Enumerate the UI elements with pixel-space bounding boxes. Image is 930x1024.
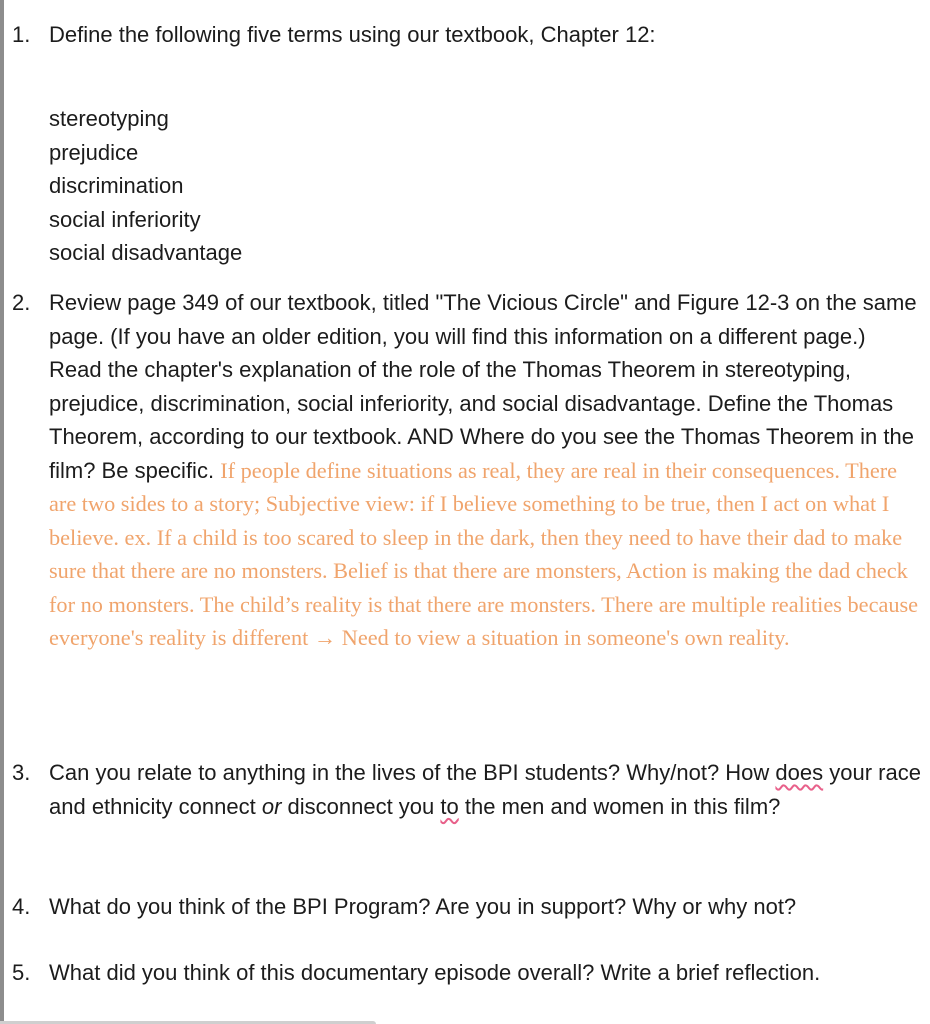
- answer-text: If people define situations as real, they are real in their consequences. There are two sides to a story; Subjective view: if I believe something to be true, then I act on what I believe. ex. If a child is too scared to sleep in the dark, then they need to have their dad to make sure that there are no monsters. Belief is that there are monsters, Action is making the dad check for no monsters. The child’s reality is that there are monsters. There are multiple realities because everyone's reality is different → Need to view a situation in someone's own reality.: [49, 457, 919, 650]
- question-text-part: Can you relate to anything in the lives of the BPI students? Why/not? How: [49, 760, 770, 785]
- emphasis-word: or: [261, 793, 282, 819]
- question-number: 3.: [12, 760, 31, 785]
- term-item: discrimination: [49, 173, 184, 198]
- question-text: What did you think of this documentary episode overall? Write a brief reflection.: [49, 960, 821, 985]
- question-text-part: your race and ethnicity connect: [49, 760, 921, 819]
- question-body: [49, 756, 924, 823]
- term-item: social disadvantage: [49, 240, 243, 265]
- question-body: [49, 286, 924, 655]
- question-text: What do you think of the BPI Program? Are you in support? Why or why not?: [49, 894, 797, 919]
- term-item: prejudice: [49, 139, 139, 165]
- question-number: 4.: [12, 894, 31, 919]
- term-item: social inferiority: [49, 206, 201, 232]
- term-item: stereotyping: [49, 106, 169, 131]
- question-number: 2.: [12, 290, 31, 315]
- question-number: 1.: [12, 22, 31, 47]
- question-text-part: the men and women in this film?: [464, 793, 781, 819]
- spellcheck-word[interactable]: does: [775, 760, 824, 785]
- question-text-part: disconnect you: [287, 793, 435, 819]
- left-border: [0, 0, 4, 1024]
- question-text: Define the following five terms using our textbook, Chapter 12:: [49, 22, 656, 47]
- question-number: 5.: [12, 960, 31, 985]
- question-text: Review page 349 of our textbook, titled "The Vicious Circle" and Figure 12-3 on the same page. (If you have an older edition, you will find this information on a different page.) Read the chapter's explanation of the role of the Thomas Theorem in stereotyping, prejudice, discrimination, social inferiority, and social disadvantage. Define the Thomas Theorem, according to our textbook. AND Where do you see the Thomas Theorem in the film? Be specific.: [49, 290, 917, 483]
- term-list: [49, 102, 242, 270]
- spellcheck-word[interactable]: to: [440, 793, 459, 819]
